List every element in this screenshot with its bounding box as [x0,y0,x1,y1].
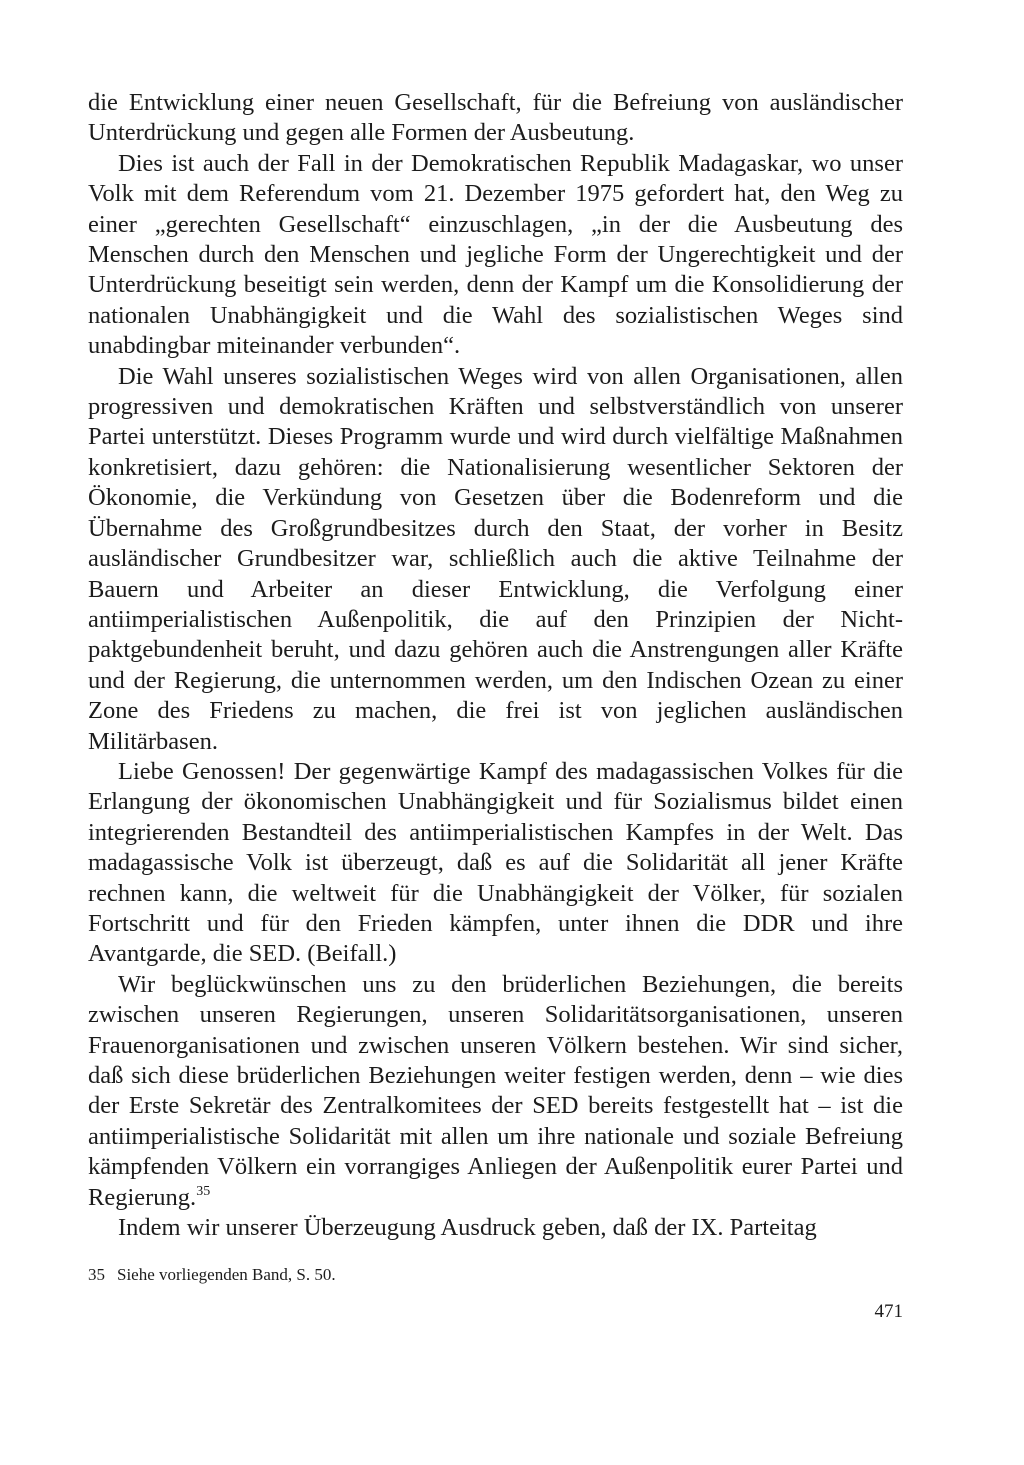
paragraph-5-text: Wir beglückwünschen uns zu den brüderlichen Beziehungen, die bereits zwischen unseren Regierungen, unseren Solidaritätsorganisationen, unseren Frauenorganisationen und zwischen unseren Völkern bestehen. Wir sind sicher, daß sich diese brüderlichen Beziehungen weiter festigen werden, denn – wie dies der Erste Sekretär des Zentralkomitees der SED bereits festgestellt hat – ist die antiimperialistische Solidarität mit allen um ihre nationale und soziale Befreiung kämpfenden Völkern ein vorrangiges Anliegen der Außenpolitik eurer Partei und Regierung. [88,970,903,1211]
page-number: 471 [874,1301,903,1322]
footnote-number: 35 [88,1265,105,1284]
footnote [88,1264,903,1286]
paragraph-6: Indem wir unserer Überzeugung Ausdruck geben, daß der IX. Parteitag [118,1214,817,1242]
page-body [88,88,903,1243]
paragraph-1: die Entwicklung einer neuen Gesellschaft, für die Befreiung von ausländischer Unterdrückung und gegen alle Formen der Ausbeutung. [88,89,903,147]
paragraph-5 [88,970,903,1213]
paragraph-2: Dies ist auch der Fall in der Demokratischen Republik Madagaskar, wo unser Volk mit dem Referendum vom 21. Dezember 1975 gefordert hat, den Weg zu einer „gerechten Gesellschaft“ einzuschlagen, „in der die Ausbeutung des Menschen durch den Menschen und jegliche Form der Ungerechtigkeit und der Unterdrückung beseitigt sein werden, denn der Kampf um die Konsolidierung der nationalen Unabhängigkeit und die Wahl des sozialistischen Weges sind unabdingbar miteinander verbunden“. [88,149,903,360]
paragraph-3: Die Wahl unseres sozialistischen Weges wird von allen Organisationen, allen progressiven und demokratischen Kräften und selbstverständlich von unserer Partei unterstützt. Dieses Programm wurde und wird durch vielfältige Maßnahmen konkretisiert, dazu gehören: die Nationalisierung wesentlicher Sektoren der Ökonomie, die Verkündung von Gesetzen über die Bodenreform und die Übernahme des Großgrundbesitzes durch den Staat, der vorher in Besitz ausländischer Grundbesitzer war, schließlich auch die aktive Teilnahme der Bauern und Arbeiter an dieser Entwicklung, die Verfolgung einer antiimperialistischen Außenpolitik, die auf den Prinzipien der Nichtpaktgebundenheit beruht, und dazu gehören auch die Anstrengungen aller Kräfte und der Regierung, die unternommen werden, um den Indischen Ozean zu einer Zone des Friedens zu machen, die frei ist von jeglichen ausländischen Militärbasen. [88,362,903,755]
footnote-text: Siehe vorliegenden Band, S. 50. [117,1265,336,1284]
footnote-marker: 35 [196,1183,211,1199]
paragraph-4: Liebe Genossen! Der gegenwärtige Kampf des madagassischen Volkes für die Erlangung der ökonomischen Unabhängigkeit und für Sozialismus bildet einen integrierenden Bestandteil des antiimperialistischen Kampfes in der Welt. Das madagassische Volk ist überzeugt, daß es auf die Solidarität all jener Kräfte rechnen kann, die weltweit für die Unabhängigkeit der Völker, für sozialen Fortschritt und für den Frieden kämpfen, unter ihnen die DDR und ihre Avantgarde, die SED. (Beifall.) [88,757,903,968]
